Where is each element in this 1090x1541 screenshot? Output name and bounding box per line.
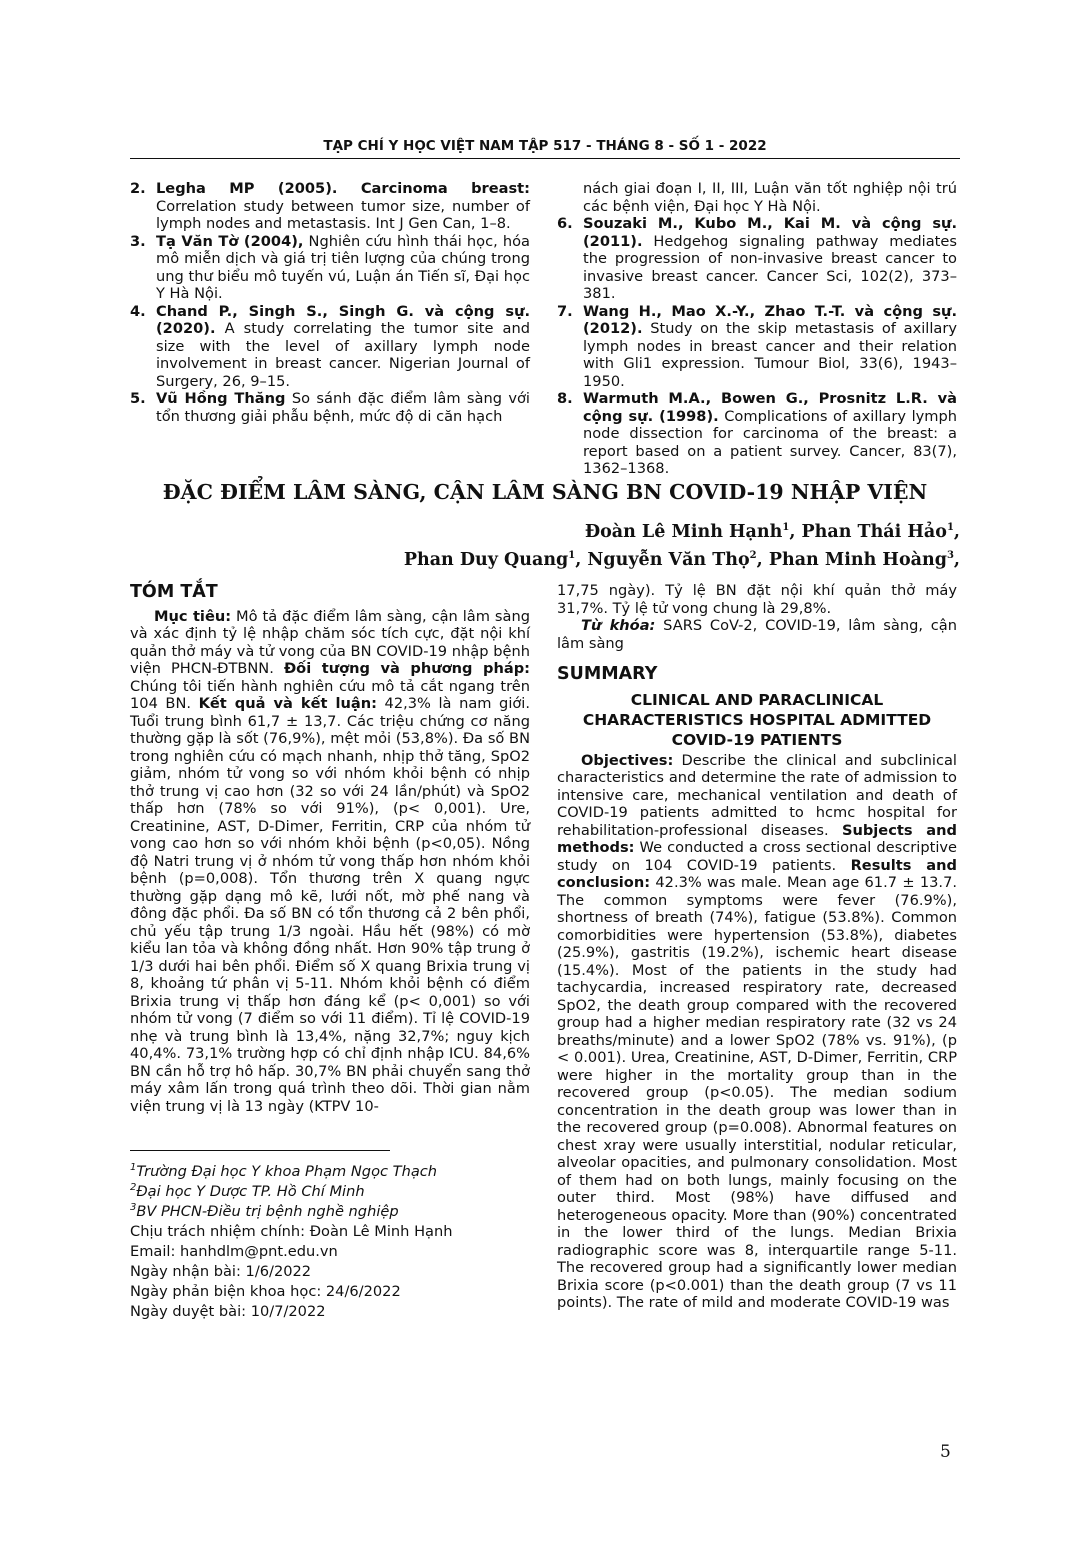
reference-number: 8.	[557, 390, 573, 407]
summary-body: Objectives: Describe the clinical and subclinical characteristics and determine the rate of admission to intensive care, mechanical ventilation and death of COVID-19 patients admitted to hcmc hospital for rehabilitation-professional diseases. Subjects and methods: We conducted a cross sectional descriptive study on 104 COVID-19 patients. Results and conclusion: 42.3% was male. Mean age 61.7 ± 13.7. The common symptoms were fever (76.9%), shortness of breath (74%), fatigue (53.8%). Common comorbidities were hypertension (53.8%), diabetes (25.9%), gastritis (19.2%), ischemic heart disease (15.4%). Most of the patients in the study had tachycardia, increased respiratory rate, decreased SpO2, the death group compared with the recovered group had a higher median respiratory rate (32 vs 24 breaths/minute) and a lower SpO2 (78% vs. 91%), (p < 0.001). Urea, Creatinine, AST, D-Dimer, Ferritin, CRP were higher in the mortality group than in the recovered group (p<0.05). The median sodium concentration in the death group was lower than in the recovered group (p=0.008). Abnormal features on chest xray were usually interstitial, nodular reticular, alveolar opacities, and pulmonary consolidation. Most of them had on both lungs, mainly focusing on the outer third. Most (98%) have diffused and heterogeneous opacity. More than (90%) concentrated in the lower third of the lungs. Median Brixia radiographic score was 8, interquartile range 5-11. The recovered group had a significantly lower median Brixia score (p<0.001) than the death group (7 vs 11 points). The rate of mild and moderate COVID-19 was	[557, 751, 957, 1311]
article-title: ĐẶC ĐIỂM LÂM SÀNG, CẬN LÂM SÀNG BN COVID-19 NHẬP VIỆN	[162, 480, 928, 504]
reference-number: 7.	[557, 302, 573, 320]
reference-text: A study correlating the tumor site and size with the level of axillary lymph node involvement in breast cancer. Nigerian Journal of Surgery, 26, 9–15.	[156, 320, 530, 390]
footnote-rule	[130, 1150, 390, 1151]
author-line-1: Đoàn Lê Minh Hạnh$^1$, Phan Thái Hảo$^1$,	[584, 522, 960, 542]
reference-number: 5.	[130, 390, 146, 407]
reference-text: Study on the skip metastasis of axillary lymph nodes in breast cancer and their relation with Gli1 expression. Tumour Biol, 33(6), 1943–1950.	[583, 320, 957, 390]
footnote-corresponding: Chịu trách nhiệm chính: Đoàn Lê Minh Hạnh	[130, 1223, 453, 1240]
reference-text: Complications of axillary lymph node dissection for carcinoma of the breast: a report based on a patient survey. Cancer, 83(7), 1362–1368.	[583, 407, 957, 477]
reference-text: So sánh đặc điểm lâm sàng với tổn thương giải phẫu bệnh, mức độ di căn hạch	[156, 390, 530, 425]
reference-item	[557, 390, 957, 478]
abstract-continuation: 17,75 ngày). Tỷ lệ BN đặt nội khí quản thở máy 31,7%. Tỷ lệ tử vong chung là 29,8%.	[557, 582, 957, 617]
references-right	[557, 180, 957, 478]
header-rule	[130, 158, 960, 159]
footnote-affiliation-3: $^3$BV PHCN-Điều trị bệnh nghề nghiệp	[130, 1202, 399, 1220]
footnote-affiliation-2: $^2$Đại học Y Dược TP. Hồ Chí Minh	[130, 1182, 365, 1200]
reference-authors: Warmuth M.A., Bowen G., Prosnitz L.R. và cộng sự. (1998).	[583, 390, 957, 425]
reference-item	[557, 215, 957, 303]
reference-continuation: nách giai đoạn I, II, III, Luận văn tốt nghiệp nội trú các bệnh viện, Đại học Y Hà Nội.	[583, 180, 957, 215]
reference-text: Hedgehog signaling pathway mediates the progression of non-invasive breast cancer to invasive breast cancer. Cancer Sci, 102(2), 373–381.	[583, 232, 957, 302]
reference-authors: Tạ Văn Tờ (2004),	[156, 232, 304, 250]
footnote-reviewed: Ngày phản biện khoa học: 24/6/2022	[130, 1283, 401, 1300]
journal-header: TẠP CHÍ Y HỌC VIỆT NAM TẬP 517 - THÁNG 8 - SỐ 1 - 2022	[323, 138, 767, 154]
abstract-body: Mục tiêu: Mô tả đặc điểm lâm sàng, cận lâm sàng và xác định tỷ lệ nhập chăm sóc tích cực, đặt nội khí quản thở máy và tử vong của BN COVID-19 nhập bệnh viện PHCN-ĐTBNN. Đối tượng và phương pháp: Chúng tôi tiến hành nghiên cứu mô tả cắt ngang trên 104 BN. Kết quả và kết luận: 42,3% là nam giới. Tuổi trung bình 61,7 ± 13,7. Các triệu chứng cơ năng thường gặp là sốt (76,9%), mệt mỏi (53,8%). Đa số BN trong nghiên cứu có mạch nhanh, nhịp thở tăng, SpO2 giảm, nhóm tử vong so với nhóm khỏi bệnh có nhịp thở trung vị cao hơn (32 so với 24 lần/phút) và SpO2 thấp hơn (78% so với 91%), (p< 0,001). Ure, Creatinine, AST, D-Dimer, Ferritin, CRP của nhóm tử vong cao hơn so với nhóm khỏi bệnh (p<0,05). Nồng độ Natri trung vị ở nhóm tử vong thấp hơn nhóm khỏi bệnh (p=0,008). Tổn thương trên X quang ngực thường gặp dạng mô kẽ, lưới nốt, mờ phế nang và đông đặc phổi. Đa số BN có tổn thương cả 2 bên phổi, chủ yếu tập trung 1/3 ngoài. Hầu hết (98%) có mờ kiểu lan tỏa và không đồng nhất. Hơn 90% tập trung ở 1/3 dưới hai bên phổi. Điểm số X quang Brixia trung vị 8, khoảng tứ phân vị 5-11. Nhóm khỏi bệnh có điểm Brixia trung vị thấp hơn đáng kể (p< 0,001) so với nhóm tử vong (7 điểm so với 11 điểm). Tỉ lệ COVID-19 nhẹ và trung bình là 13,4%, nặng 32,7%; nguy kịch 40,4%. 73,1% trường hợp có chỉ định nhập ICU. 84,6% BN cần hỗ trợ hô hấp. 30,7% BN phải chuyển sang thở máy xâm lấn trong quá trình theo dõi. Thời gian nằm viện trung vị là 13 ngày (KTPV 10-	[130, 607, 531, 1115]
keywords: Từ khóa: SARS CoV-2, COVID-19, lâm sàng, cận lâm sàng	[557, 617, 958, 652]
summary-title: CLINICAL AND PARACLINICAL CHARACTERISTICS HOSPITAL ADMITTED COVID-19 PATIENTS	[582, 690, 932, 749]
reference-text: Nghiên cứu hình thái học, hóa mô miễn dịch và giá trị tiên lượng của chúng trong ung thư biểu mô tuyến vú, Luận án Tiến sĩ, Đại học Y Hà Nội.	[156, 232, 530, 302]
reference-number: 2.	[130, 180, 146, 197]
reference-authors: Chand P., Singh S., Singh G. và cộng sự. (2020).	[156, 302, 530, 337]
reference-authors: Wang H., Mao X.-Y., Zhao T.-T. và cộng sự. (2012).	[583, 302, 957, 337]
reference-item	[130, 233, 530, 303]
reference-item	[130, 303, 530, 391]
reference-authors: Legha MP (2005). Carcinoma breast:	[156, 180, 530, 197]
reference-number: 4.	[130, 302, 146, 320]
reference-item	[557, 303, 957, 391]
reference-authors: Vũ Hồng Thăng	[156, 390, 286, 407]
footnote-email: Email: hanhdlm@pnt.edu.vn	[130, 1243, 338, 1260]
footnote-received: Ngày nhận bài: 1/6/2022	[130, 1263, 312, 1280]
author-list	[300, 518, 960, 574]
abstract-english-column	[557, 582, 957, 1312]
footnotes	[130, 1162, 530, 1322]
reference-item	[130, 180, 530, 233]
summary-heading: SUMMARY	[557, 664, 658, 684]
reference-authors: Souzaki M., Kubo M., Kai M. và cộng sự. (2011).	[583, 215, 957, 250]
footnote-accepted: Ngày duyệt bài: 10/7/2022	[130, 1303, 326, 1320]
abstract-vietnamese	[130, 584, 530, 1115]
author-line-2: Phan Duy Quang$^1$, Nguyễn Văn Thọ$^2$, Phan Minh Hoàng$^3$,	[403, 550, 960, 570]
reference-item	[130, 390, 530, 425]
abstract-heading: TÓM TẮT	[130, 582, 218, 602]
reference-number: 3.	[130, 232, 146, 250]
footnote-affiliation-1: $^1$Trường Đại học Y khoa Phạm Ngọc Thạch	[130, 1162, 438, 1180]
reference-text: Correlation study between tumor size, number of lymph nodes and metastasis. Int J Gen Can, 1–8.	[156, 197, 530, 232]
references-left	[130, 180, 530, 425]
page-number: 5	[940, 1442, 951, 1462]
reference-number: 6.	[557, 215, 573, 232]
